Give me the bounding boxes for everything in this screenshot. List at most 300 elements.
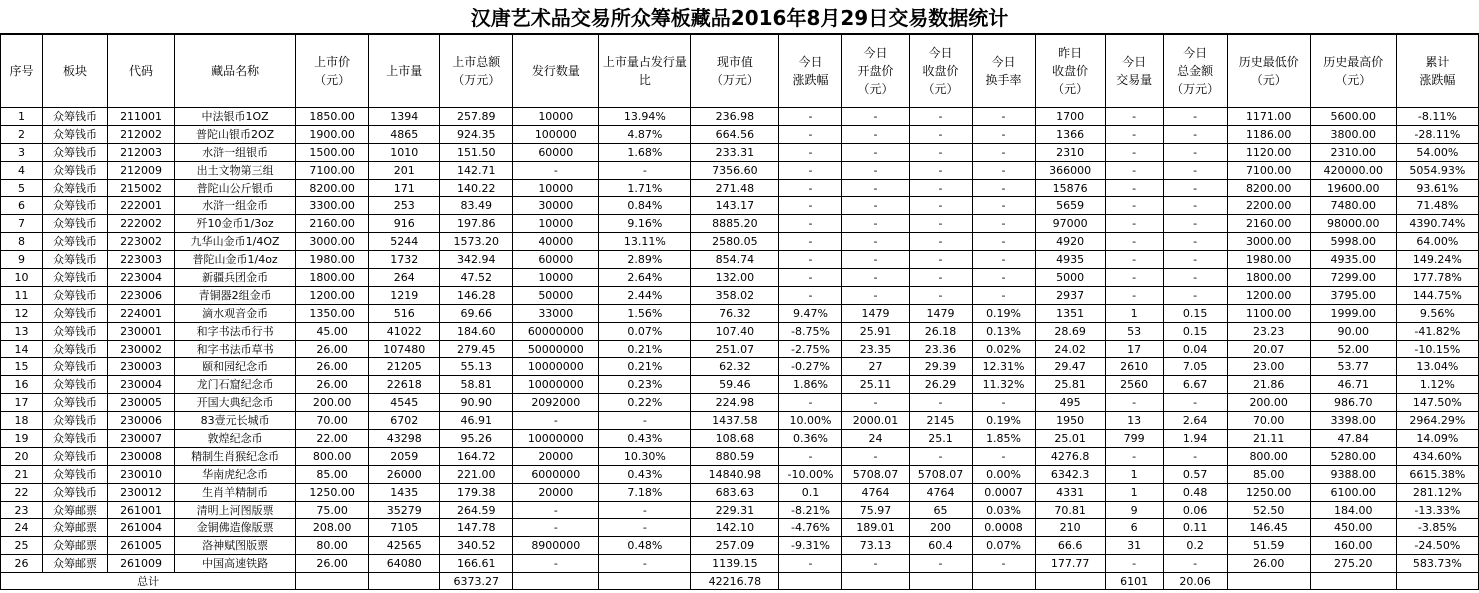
table-cell: 583.73% — [1396, 555, 1478, 573]
table-cell: - — [599, 501, 691, 519]
table-cell: -8.11% — [1396, 108, 1478, 126]
table-cell: 7100.00 — [1227, 161, 1310, 179]
table-cell: 55.13 — [440, 358, 513, 376]
table-cell: - — [909, 197, 972, 215]
table-cell: 164.72 — [440, 447, 513, 465]
table-cell: 众筹钱币 — [43, 197, 108, 215]
table-cell: 和字书法币草书 — [175, 340, 296, 358]
table-cell: - — [1105, 286, 1163, 304]
table-cell: - — [1105, 161, 1163, 179]
column-header: 历史最高价 （元） — [1310, 35, 1396, 108]
table-cell: 17 — [1, 394, 43, 412]
table-cell: 1435 — [369, 483, 440, 501]
table-cell: 4331 — [1035, 483, 1105, 501]
table-cell: 40000 — [513, 233, 599, 251]
table-cell: - — [972, 125, 1035, 143]
table-cell: 26.18 — [909, 322, 972, 340]
table-cell: 0.07% — [599, 322, 691, 340]
table-cell: - — [1163, 233, 1227, 251]
table-cell: 中法银币1OZ — [175, 108, 296, 126]
column-header: 累计 涨跌幅 — [1396, 35, 1478, 108]
table-cell: 2310 — [1035, 143, 1105, 161]
table-cell: 60000000 — [513, 322, 599, 340]
table-cell: 1219 — [369, 286, 440, 304]
table-cell: 10000000 — [513, 358, 599, 376]
table-cell: - — [909, 125, 972, 143]
table-cell: 众筹钱币 — [43, 286, 108, 304]
table-cell: - — [779, 215, 842, 233]
table-cell: 出土文物第三组 — [175, 161, 296, 179]
table-cell: 众筹钱币 — [43, 322, 108, 340]
table-cell: 2000.01 — [842, 412, 909, 430]
table-row — [1, 197, 1479, 215]
table-cell: 59.46 — [691, 376, 779, 394]
table-cell: 众筹钱币 — [43, 358, 108, 376]
table-cell: 75.00 — [296, 501, 369, 519]
table-cell: 177.77 — [1035, 555, 1105, 573]
table-cell: 8200.00 — [296, 179, 369, 197]
table-cell: 70.00 — [1227, 412, 1310, 430]
table-cell: 4764 — [909, 483, 972, 501]
table-cell: 1.71% — [599, 179, 691, 197]
table-cell: - — [842, 555, 909, 573]
table-cell: 13.94% — [599, 108, 691, 126]
table-cell: 683.63 — [691, 483, 779, 501]
table-cell: 10 — [1, 269, 43, 287]
table-cell: 1999.00 — [1310, 304, 1396, 322]
table-cell: 9.47% — [779, 304, 842, 322]
table-row — [1, 269, 1479, 287]
table-cell: - — [513, 555, 599, 573]
table-cell: 6702 — [369, 412, 440, 430]
table-cell: - — [1163, 125, 1227, 143]
table-cell: 230004 — [108, 376, 175, 394]
column-header: 上市价 （元） — [296, 35, 369, 108]
table-cell: 13.04% — [1396, 358, 1478, 376]
column-header: 昨日 收盘价 （元） — [1035, 35, 1105, 108]
table-cell: - — [779, 108, 842, 126]
table-cell: 495 — [1035, 394, 1105, 412]
table-cell: - — [1105, 251, 1163, 269]
table-cell: 歼10金币1/3oz — [175, 215, 296, 233]
table-cell: 53.77 — [1310, 358, 1396, 376]
table-cell: - — [779, 125, 842, 143]
table-cell: 261009 — [108, 555, 175, 573]
total-listing-amount: 6373.27 — [440, 573, 513, 590]
page-title: 汉唐艺术品交易所众筹板藏品2016年8月29日交易数据统计 — [470, 6, 1009, 30]
table-cell: 滴水观音金币 — [175, 304, 296, 322]
table-cell: 19600.00 — [1310, 179, 1396, 197]
table-cell: 253 — [369, 197, 440, 215]
table-cell: - — [909, 394, 972, 412]
table-cell: 3800.00 — [1310, 125, 1396, 143]
table-cell: 33000 — [513, 304, 599, 322]
table-cell: 众筹钱币 — [43, 251, 108, 269]
table-cell: 3000.00 — [1227, 233, 1310, 251]
table-cell: 75.97 — [842, 501, 909, 519]
table-cell: 众筹邮票 — [43, 555, 108, 573]
table-cell: 0.07% — [972, 537, 1035, 555]
table-cell: 0.06 — [1163, 501, 1227, 519]
table-cell: 212003 — [108, 143, 175, 161]
table-cell: 52.50 — [1227, 501, 1310, 519]
table-cell: 11.32% — [972, 376, 1035, 394]
table-cell: 264.59 — [440, 501, 513, 519]
table-cell: 0.0008 — [972, 519, 1035, 537]
table-cell: 1200.00 — [1227, 286, 1310, 304]
table-cell: 开国大典纪念币 — [175, 394, 296, 412]
table-cell: 23.23 — [1227, 322, 1310, 340]
table-cell: 230001 — [108, 322, 175, 340]
table-cell: 264 — [369, 269, 440, 287]
table-cell: 1800.00 — [1227, 269, 1310, 287]
table-cell: 85.00 — [1227, 465, 1310, 483]
table-cell: 197.86 — [440, 215, 513, 233]
table-cell: 0.36% — [779, 430, 842, 448]
table-cell: 众筹钱币 — [43, 215, 108, 233]
table-cell: 64080 — [369, 555, 440, 573]
table-cell: - — [972, 161, 1035, 179]
table-cell: 2964.29% — [1396, 412, 1478, 430]
table-cell: - — [909, 215, 972, 233]
table-cell: 2.64 — [1163, 412, 1227, 430]
table-cell: 众筹邮票 — [43, 501, 108, 519]
table-cell: 93.61% — [1396, 179, 1478, 197]
table-cell: 230003 — [108, 358, 175, 376]
column-header: 代码 — [108, 35, 175, 108]
table-cell: 200.00 — [1227, 394, 1310, 412]
table-cell: 26.00 — [296, 358, 369, 376]
column-header: 序号 — [1, 35, 43, 108]
table-cell: 普陀山金币1/4oz — [175, 251, 296, 269]
table-cell: 众筹钱币 — [43, 143, 108, 161]
table-cell: 金铜佛造像版票 — [175, 519, 296, 537]
table-cell: 14 — [1, 340, 43, 358]
table-cell: - — [909, 286, 972, 304]
table-cell: - — [1163, 251, 1227, 269]
table-cell: -41.82% — [1396, 322, 1478, 340]
table-cell: 224.98 — [691, 394, 779, 412]
table-cell: 8885.20 — [691, 215, 779, 233]
table-cell: - — [972, 286, 1035, 304]
table-cell: -24.50% — [1396, 537, 1478, 555]
table-cell: 1200.00 — [296, 286, 369, 304]
table-cell: - — [909, 108, 972, 126]
table-cell: 230007 — [108, 430, 175, 448]
table-row — [1, 447, 1479, 465]
table-cell: 众筹钱币 — [43, 269, 108, 287]
table-cell: 5 — [1, 179, 43, 197]
table-cell: 200.00 — [296, 394, 369, 412]
total-empty-cell — [296, 573, 369, 590]
table-cell: 2610 — [1105, 358, 1163, 376]
table-cell: 青铜器2组金币 — [175, 286, 296, 304]
table-cell: 1900.00 — [296, 125, 369, 143]
table-cell: 3300.00 — [296, 197, 369, 215]
table-cell: 1479 — [842, 304, 909, 322]
table-cell: 43298 — [369, 430, 440, 448]
total-market-value: 42216.78 — [691, 573, 779, 590]
table-cell: 2.44% — [599, 286, 691, 304]
table-cell: 21205 — [369, 358, 440, 376]
table-cell: 10.00% — [779, 412, 842, 430]
table-cell: 342.94 — [440, 251, 513, 269]
table-body — [1, 108, 1479, 573]
column-header: 上市量 — [369, 35, 440, 108]
table-cell: - — [599, 161, 691, 179]
table-cell: 众筹钱币 — [43, 179, 108, 197]
table-cell: 0.15 — [1163, 304, 1227, 322]
table-cell: 25 — [1, 537, 43, 555]
table-cell: 16 — [1, 376, 43, 394]
table-cell: 6615.38% — [1396, 465, 1478, 483]
table-cell: 19 — [1, 430, 43, 448]
table-cell: 171 — [369, 179, 440, 197]
table-cell: 1479 — [909, 304, 972, 322]
table-cell: - — [1105, 108, 1163, 126]
total-empty-cell — [369, 573, 440, 590]
table-cell: - — [1163, 197, 1227, 215]
table-cell: 230012 — [108, 483, 175, 501]
table-cell: - — [972, 447, 1035, 465]
table-cell: 230005 — [108, 394, 175, 412]
table-cell: 26.00 — [296, 340, 369, 358]
table-cell: 26.00 — [296, 555, 369, 573]
table-cell: - — [842, 251, 909, 269]
table-cell: 2310.00 — [1310, 143, 1396, 161]
table-cell: 799 — [1105, 430, 1163, 448]
table-cell: 1171.00 — [1227, 108, 1310, 126]
table-cell: 众筹钱币 — [43, 125, 108, 143]
table-cell: 95.26 — [440, 430, 513, 448]
table-cell: - — [1163, 108, 1227, 126]
table-cell: 8 — [1, 233, 43, 251]
table-row — [1, 412, 1479, 430]
table-cell: - — [909, 233, 972, 251]
table-cell: 184.00 — [1310, 501, 1396, 519]
table-cell: - — [779, 233, 842, 251]
table-cell: 42565 — [369, 537, 440, 555]
table-cell: 0.19% — [972, 304, 1035, 322]
table-cell: 90.90 — [440, 394, 513, 412]
table-cell: 434.60% — [1396, 447, 1478, 465]
total-empty-cell — [599, 573, 691, 590]
table-cell: 28.69 — [1035, 322, 1105, 340]
table-cell: 7105 — [369, 519, 440, 537]
table-cell: 100000 — [513, 125, 599, 143]
table-cell: 46.71 — [1310, 376, 1396, 394]
table-cell: - — [842, 233, 909, 251]
table-cell: 2580.05 — [691, 233, 779, 251]
table-cell: 1.68% — [599, 143, 691, 161]
table-cell: - — [1163, 555, 1227, 573]
table-cell: 0.11 — [1163, 519, 1227, 537]
table-cell: 1351 — [1035, 304, 1105, 322]
table-cell: 26 — [1, 555, 43, 573]
table-cell: - — [972, 233, 1035, 251]
table-cell: 2059 — [369, 447, 440, 465]
table-cell: 众筹钱币 — [43, 465, 108, 483]
table-cell: 53 — [1105, 322, 1163, 340]
table-cell: - — [1163, 447, 1227, 465]
table-cell: 7 — [1, 215, 43, 233]
table-cell: - — [842, 125, 909, 143]
table-cell: 9.16% — [599, 215, 691, 233]
table-cell: 261004 — [108, 519, 175, 537]
column-header: 藏品名称 — [175, 35, 296, 108]
table-cell: 146.45 — [1227, 519, 1310, 537]
header-row — [1, 35, 1479, 108]
table-cell: 212002 — [108, 125, 175, 143]
table-cell: 146.28 — [440, 286, 513, 304]
total-label: 总计 — [1, 573, 296, 590]
table-cell: 142.71 — [440, 161, 513, 179]
table-cell: - — [779, 251, 842, 269]
table-cell: 261005 — [108, 537, 175, 555]
table-cell: 0.48 — [1163, 483, 1227, 501]
table-cell: 1573.20 — [440, 233, 513, 251]
total-empty-cell — [779, 573, 842, 590]
table-cell: 12.31% — [972, 358, 1035, 376]
table-cell: 1366 — [1035, 125, 1105, 143]
table-cell: 10.30% — [599, 447, 691, 465]
table-cell: 21.11 — [1227, 430, 1310, 448]
table-cell: 142.10 — [691, 519, 779, 537]
table-cell: 25.1 — [909, 430, 972, 448]
table-cell: - — [779, 161, 842, 179]
table-cell: - — [779, 555, 842, 573]
table-cell: 71.48% — [1396, 197, 1478, 215]
table-cell: - — [779, 179, 842, 197]
table-row — [1, 394, 1479, 412]
table-cell: 众筹钱币 — [43, 483, 108, 501]
table-cell: 8900000 — [513, 537, 599, 555]
table-cell: - — [1105, 394, 1163, 412]
table-cell: 3398.00 — [1310, 412, 1396, 430]
table-row — [1, 430, 1479, 448]
table-row — [1, 233, 1479, 251]
table-cell: 众筹钱币 — [43, 394, 108, 412]
table-cell: 0.02% — [972, 340, 1035, 358]
column-header: 发行数量 — [513, 35, 599, 108]
table-cell: -10.00% — [779, 465, 842, 483]
table-cell: 众筹钱币 — [43, 108, 108, 126]
table-cell: -4.76% — [779, 519, 842, 537]
table-row — [1, 376, 1479, 394]
table-cell: 23.00 — [1227, 358, 1310, 376]
table-cell: 7.18% — [599, 483, 691, 501]
table-cell: - — [909, 143, 972, 161]
total-row — [1, 573, 1479, 590]
table-cell: 众筹钱币 — [43, 233, 108, 251]
table-cell: 251.07 — [691, 340, 779, 358]
table-cell: -13.33% — [1396, 501, 1478, 519]
table-cell: 4545 — [369, 394, 440, 412]
column-header: 今日 收盘价 （元） — [909, 35, 972, 108]
table-cell: - — [1105, 447, 1163, 465]
table-cell: 和字书法币行书 — [175, 322, 296, 340]
table-cell: - — [779, 143, 842, 161]
table-cell: - — [1163, 269, 1227, 287]
table-cell: 98000.00 — [1310, 215, 1396, 233]
table-cell: - — [1105, 233, 1163, 251]
table-cell: 144.75% — [1396, 286, 1478, 304]
column-header: 上市总额 （万元） — [440, 35, 513, 108]
table-cell: 6.67 — [1163, 376, 1227, 394]
table-cell: 275.20 — [1310, 555, 1396, 573]
table-cell: 2145 — [909, 412, 972, 430]
table-cell: 18 — [1, 412, 43, 430]
table-cell: 83.49 — [440, 197, 513, 215]
table-cell: -0.27% — [779, 358, 842, 376]
table-cell: - — [513, 519, 599, 537]
table-cell: 25.11 — [842, 376, 909, 394]
table-cell: 24.02 — [1035, 340, 1105, 358]
table-cell: 229.31 — [691, 501, 779, 519]
table-cell: 0.57 — [1163, 465, 1227, 483]
table-row — [1, 161, 1479, 179]
table-cell: -28.11% — [1396, 125, 1478, 143]
table-cell: - — [513, 501, 599, 519]
table-cell: 800.00 — [1227, 447, 1310, 465]
table-row — [1, 125, 1479, 143]
table-cell: - — [779, 447, 842, 465]
table-cell: 众筹邮票 — [43, 519, 108, 537]
table-cell: 211001 — [108, 108, 175, 126]
table-cell: 166.61 — [440, 555, 513, 573]
table-cell: - — [972, 555, 1035, 573]
total-empty-cell — [909, 573, 972, 590]
table-cell: 279.45 — [440, 340, 513, 358]
table-cell: 0.84% — [599, 197, 691, 215]
table-cell: 143.17 — [691, 197, 779, 215]
total-empty-cell — [1227, 573, 1310, 590]
table-cell: - — [842, 394, 909, 412]
table-cell: 189.01 — [842, 519, 909, 537]
table-cell: 66.6 — [1035, 537, 1105, 555]
table-cell: 水浒一组银币 — [175, 143, 296, 161]
table-cell: 46.91 — [440, 412, 513, 430]
table-cell: 50000000 — [513, 340, 599, 358]
table-cell: 76.32 — [691, 304, 779, 322]
table-cell: - — [842, 447, 909, 465]
table-cell: 230008 — [108, 447, 175, 465]
table-row — [1, 108, 1479, 126]
table-cell: 25.01 — [1035, 430, 1105, 448]
table-cell: 26000 — [369, 465, 440, 483]
table-cell: 新疆兵团金币 — [175, 269, 296, 287]
table-cell: 敦煌纪念币 — [175, 430, 296, 448]
table-cell: 6342.3 — [1035, 465, 1105, 483]
table-row — [1, 286, 1479, 304]
table-cell: 24 — [1, 519, 43, 537]
table-row — [1, 179, 1479, 197]
table-cell: 516 — [369, 304, 440, 322]
table-cell: - — [842, 197, 909, 215]
table-cell: 6100.00 — [1310, 483, 1396, 501]
table-cell: - — [972, 143, 1035, 161]
table-cell: 62.32 — [691, 358, 779, 376]
table-cell: - — [909, 447, 972, 465]
table-cell: 230010 — [108, 465, 175, 483]
table-cell: 1 — [1, 108, 43, 126]
table-cell: 4.87% — [599, 125, 691, 143]
table-cell: 221.00 — [440, 465, 513, 483]
table-cell: - — [909, 251, 972, 269]
table-cell: 1250.00 — [1227, 483, 1310, 501]
table-cell: - — [909, 161, 972, 179]
table-cell: - — [779, 269, 842, 287]
